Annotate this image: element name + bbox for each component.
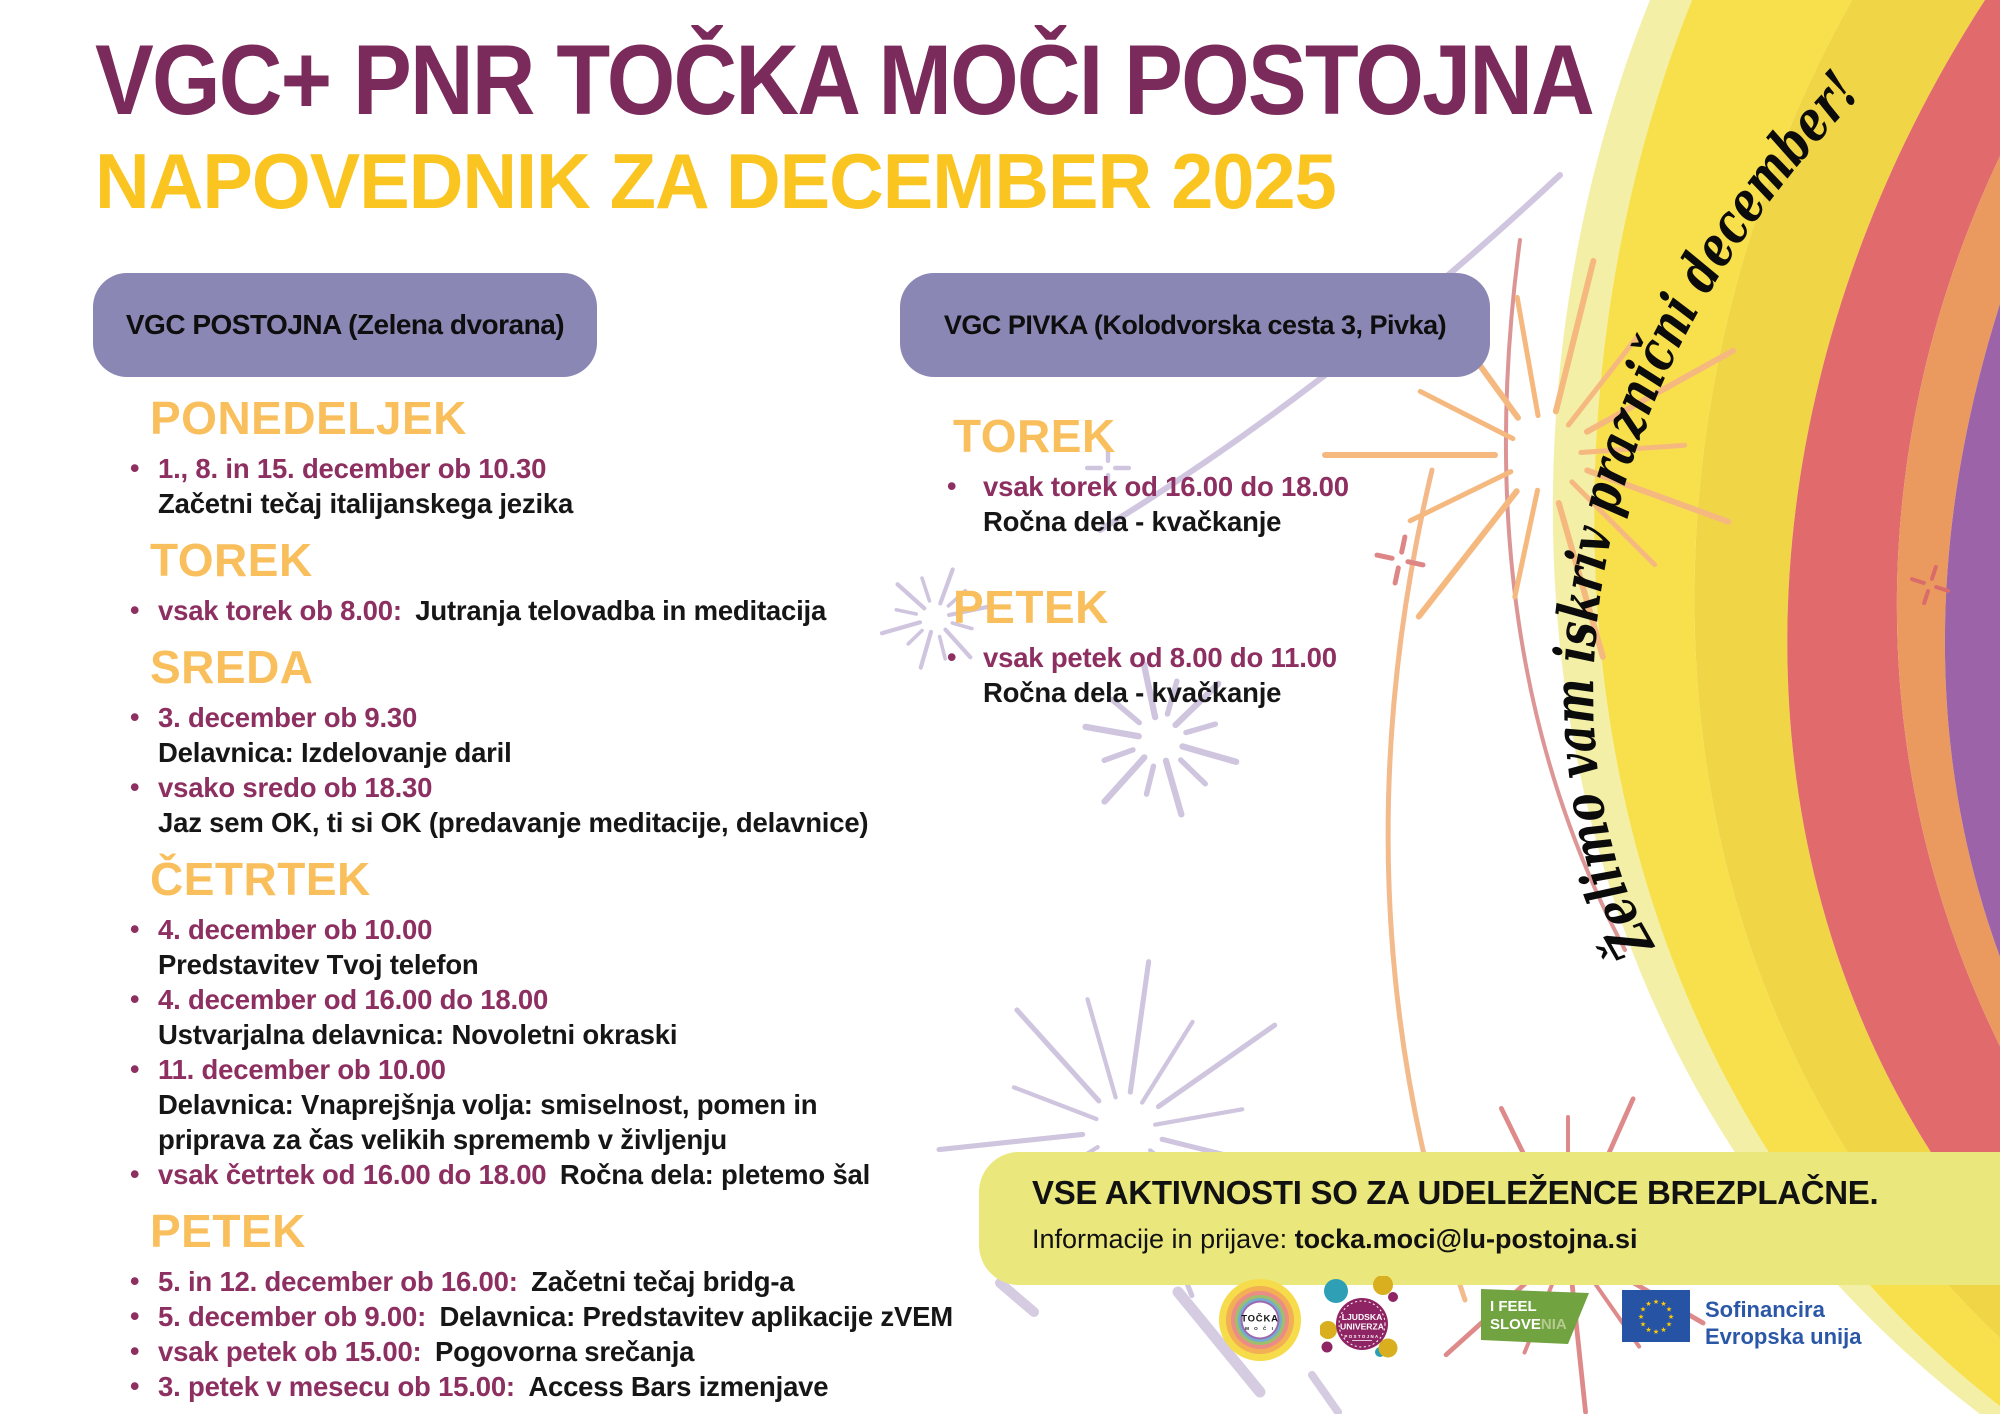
item-activity: Ročna dela: pletemo šal	[559, 1159, 871, 1190]
item-activity: Ročna dela - kvačkanje	[983, 506, 1282, 537]
schedule-item	[100, 770, 960, 840]
svg-text:★: ★	[1665, 1305, 1673, 1314]
bullet-icon: •	[130, 1266, 140, 1296]
schedule-pivka	[940, 368, 1500, 710]
day-heading: TOREK	[953, 410, 1116, 462]
item-time: vsak četrtek od 16.00 do 18.00	[158, 1159, 547, 1190]
item-time: vsak torek od 16.00 do 18.00	[983, 471, 1349, 502]
item-time: 5. in 12. december ob 16.00:	[158, 1266, 518, 1297]
schedule-item	[940, 640, 1500, 710]
bullet-icon: •	[947, 642, 957, 672]
bullet-icon: •	[130, 702, 140, 732]
notice-text: VSE AKTIVNOSTI SO ZA UDELEŽENCE BREZPLAČNE.	[1032, 1174, 1879, 1211]
day-section-torek-pivka	[940, 410, 1500, 539]
location-header-postojna: VGC POSTOJNA (Zelena dvorana)	[93, 273, 597, 377]
location-header-pivka: VGC PIVKA (Kolodvorska cesta 3, Pivka)	[900, 273, 1490, 377]
day-section-petek	[100, 1205, 960, 1404]
schedule-item	[100, 451, 960, 521]
day-section-ponedeljek	[100, 392, 960, 521]
bullet-icon: •	[130, 453, 140, 483]
lavender-streak-3	[1312, 1375, 1338, 1412]
page-title: VGC+ PNR TOČKA MOČI POSTOJNA	[95, 24, 1594, 135]
eu-flag-icon	[1622, 1290, 1690, 1342]
day-heading: PETEK	[953, 581, 1109, 633]
day-heading: TOREK	[150, 534, 313, 586]
item-time: 4. december ob 10.00	[158, 914, 433, 945]
item-activity: Začetni tečaj bridg-a	[531, 1266, 795, 1297]
tocka-logo-line2: M O Č I	[1245, 1326, 1275, 1331]
day-section-sreda	[100, 641, 960, 840]
day-section-cetrtek	[100, 853, 960, 1192]
eu-text-line2: Evropska unija	[1705, 1324, 1862, 1349]
item-time: 5. december ob 9.00:	[158, 1301, 427, 1332]
contact-label: Informacije in prijave:	[1032, 1224, 1295, 1254]
item-activity: Začetni tečaj italijanskega jezika	[158, 488, 574, 519]
ljudska-logo-line3: POSTOJNA	[1344, 1334, 1380, 1339]
day-heading: PONEDELJEK	[150, 392, 467, 444]
bullet-icon: •	[130, 595, 140, 625]
slovenia-logo-light: NIA	[1540, 1316, 1567, 1333]
schedule-item	[100, 700, 960, 770]
item-activity: Predstavitev Tvoj telefon	[158, 949, 479, 980]
svg-text:★: ★	[1652, 1328, 1660, 1336]
item-time: vsak petek od 8.00 do 11.00	[983, 642, 1337, 673]
item-activity: Delavnica: Vnaprejšnja volja: smiselnost, pomen in priprava za čas velikih sprememb v življenju	[158, 1089, 818, 1155]
schedule-item	[100, 1334, 960, 1369]
item-time: 3. petek v mesecu ob 15.00:	[158, 1371, 515, 1402]
item-time: 11. december ob 10.00	[158, 1054, 446, 1085]
bullet-icon: •	[130, 984, 140, 1014]
day-section-torek	[100, 534, 960, 628]
bullet-icon: •	[130, 772, 140, 802]
item-activity: Pogovorna srečanja	[434, 1336, 695, 1367]
bullet-icon: •	[130, 1301, 140, 1331]
bullet-icon: •	[947, 471, 957, 501]
svg-text:★: ★	[1637, 1313, 1645, 1321]
bullet-icon: •	[130, 1054, 140, 1084]
svg-text:★: ★	[1645, 1326, 1652, 1334]
bullet-icon: •	[130, 1336, 140, 1366]
contact-line	[1032, 1224, 1638, 1255]
svg-text:★: ★	[1639, 1320, 1647, 1329]
item-time: vsak torek ob 8.00:	[158, 595, 402, 626]
schedule-item	[100, 1369, 960, 1404]
item-time: 4. december od 16.00 do 18.00	[158, 984, 549, 1015]
item-activity: Jaz sem OK, ti si OK (predavanje meditacije, delavnice)	[158, 807, 869, 838]
schedule-item	[100, 1052, 960, 1157]
svg-text:★: ★	[1667, 1313, 1675, 1321]
tocka-moci-logo	[1218, 1278, 1302, 1362]
eu-cofunding-text	[1705, 1296, 1862, 1350]
svg-text:SLOVENIA	[1490, 1316, 1567, 1333]
ljudska-univerza-logo	[1320, 1276, 1402, 1360]
item-time: vsako sredo ob 18.30	[158, 772, 433, 803]
slovenia-logo-line1: I FEEL	[1490, 1298, 1537, 1315]
item-activity: Delavnica: Predstavitev aplikacije zVEM	[439, 1301, 953, 1332]
lavender-streak-2	[1000, 1283, 1034, 1312]
svg-text:★: ★	[1645, 1300, 1652, 1308]
slovenia-logo-bold: SLOVE	[1490, 1316, 1541, 1333]
svg-text:★: ★	[1652, 1298, 1660, 1306]
bullet-icon: •	[130, 1159, 140, 1189]
bullet-icon: •	[130, 1371, 140, 1401]
ljudska-logo-line2: UNIVERZA	[1340, 1321, 1384, 1332]
eu-text-line1: Sofinancira	[1705, 1297, 1825, 1322]
svg-text:★: ★	[1660, 1326, 1667, 1334]
item-time: vsak petek ob 15.00:	[158, 1336, 422, 1367]
schedule-item	[100, 1264, 960, 1299]
schedule-item	[100, 982, 960, 1052]
schedule-item	[100, 912, 960, 982]
item-time: 3. december ob 9.30	[158, 702, 418, 733]
item-activity: Ustvarjalna delavnica: Novoletni okraski	[158, 1019, 678, 1050]
item-activity: Delavnica: Izdelovanje daril	[158, 737, 512, 768]
item-activity: Jutranja telovadba in meditacija	[415, 595, 827, 626]
tocka-logo-line1: TOČKA	[1241, 1313, 1279, 1325]
free-activities-notice-box	[979, 1152, 2000, 1285]
ljudska-logo-line1: LJUDSKA	[1341, 1312, 1383, 1322]
item-time: 1., 8. in 15. december ob 10.30	[158, 453, 547, 484]
page-subtitle: NAPOVEDNIK ZA DECEMBER 2025	[95, 137, 1336, 225]
day-heading: PETEK	[150, 1205, 306, 1257]
item-activity: Access Bars izmenjave	[528, 1371, 829, 1402]
item-activity: Ročna dela - kvačkanje	[983, 677, 1282, 708]
schedule-item	[100, 1299, 960, 1334]
ribbon-text: Želimo vam iskriv praznični december!	[1540, 54, 1876, 971]
schedule-item	[100, 1157, 960, 1192]
i-feel-slovenia-logo	[1481, 1288, 1593, 1346]
day-section-petek-pivka	[940, 581, 1500, 710]
svg-text:★: ★	[1639, 1305, 1647, 1314]
svg-text:★: ★	[1660, 1300, 1667, 1308]
svg-text:★: ★	[1665, 1320, 1673, 1329]
schedule-postojna	[100, 392, 960, 1404]
contact-email: tocka.moci@lu-postojna.si	[1294, 1224, 1638, 1254]
day-heading: ČETRTEK	[150, 853, 371, 905]
schedule-item	[100, 593, 960, 628]
day-heading: SREDA	[150, 641, 314, 693]
schedule-item	[940, 469, 1500, 539]
bullet-icon: •	[130, 914, 140, 944]
